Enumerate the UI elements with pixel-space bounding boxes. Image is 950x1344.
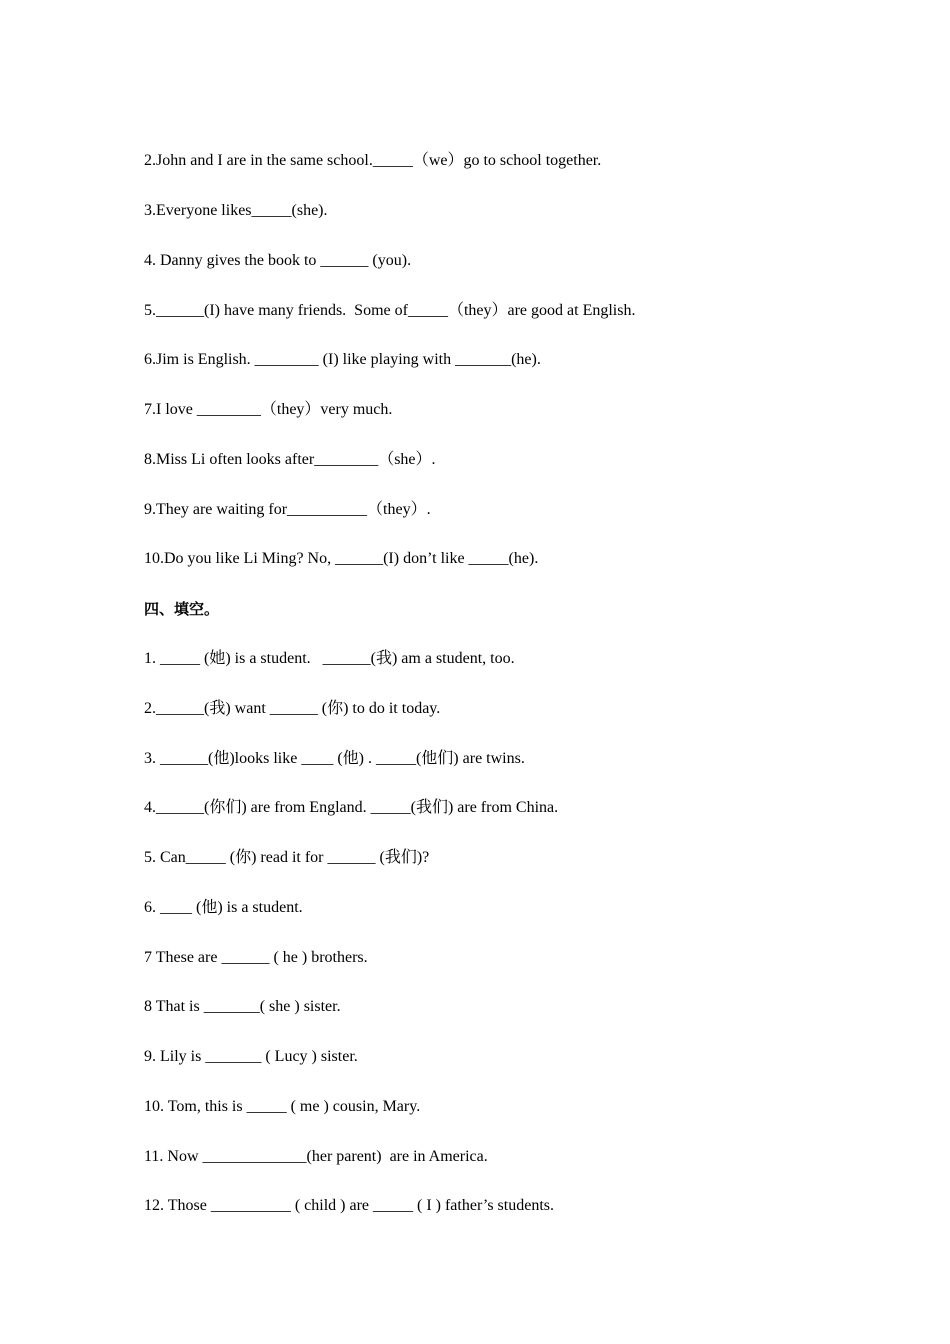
section-heading: 四、填空。 [144, 600, 220, 618]
exercise-line: 3.Everyone likes_____(she). [144, 202, 328, 219]
exercise-line: 12. Those __________ ( child ) are _____ ( I ) father’s students. [144, 1197, 554, 1214]
exercise-line: 10.Do you like Li Ming? No, ______(I) don’t like _____(he). [144, 550, 539, 567]
exercise-line: 5. Can_____ (你) read it for ______ (我们)? [144, 849, 430, 866]
exercise-line: 4.______(你们) are from England. _____(我们) are from China. [144, 799, 559, 816]
exercise-line: 9.They are waiting for__________（they）. [144, 501, 431, 518]
exercise-line: 6. ____ (他) is a student. [144, 899, 303, 916]
exercise-line: 1. _____ (她) is a student. ______(我) am a student, too. [144, 650, 515, 667]
exercise-line: 11. Now _____________(her parent) are in America. [144, 1148, 488, 1165]
exercise-line: 10. Tom, this is _____ ( me ) cousin, Mary. [144, 1098, 421, 1115]
exercise-line: 8 That is _______( she ) sister. [144, 998, 341, 1015]
exercise-line: 6.Jim is English. ________ (I) like playing with _______(he). [144, 351, 541, 368]
exercise-line: 2.John and I are in the same school._____（we）go to school together. [144, 152, 602, 169]
exercise-line: 4. Danny gives the book to ______ (you). [144, 252, 412, 269]
exercise-line: 5.______(I) have many friends. Some of_____（they）are good at English. [144, 302, 636, 319]
exercise-line: 9. Lily is _______ ( Lucy ) sister. [144, 1048, 358, 1065]
exercise-line: 8.Miss Li often looks after________（she）. [144, 451, 436, 468]
exercise-line: 7 These are ______ ( he ) brothers. [144, 949, 368, 966]
exercise-line: 3. ______(他)looks like ____ (他) . _____(他们) are twins. [144, 750, 525, 767]
exercise-line: 2.______(我) want ______ (你) to do it today. [144, 700, 441, 717]
exercise-line: 7.I love ________（they）very much. [144, 401, 393, 418]
